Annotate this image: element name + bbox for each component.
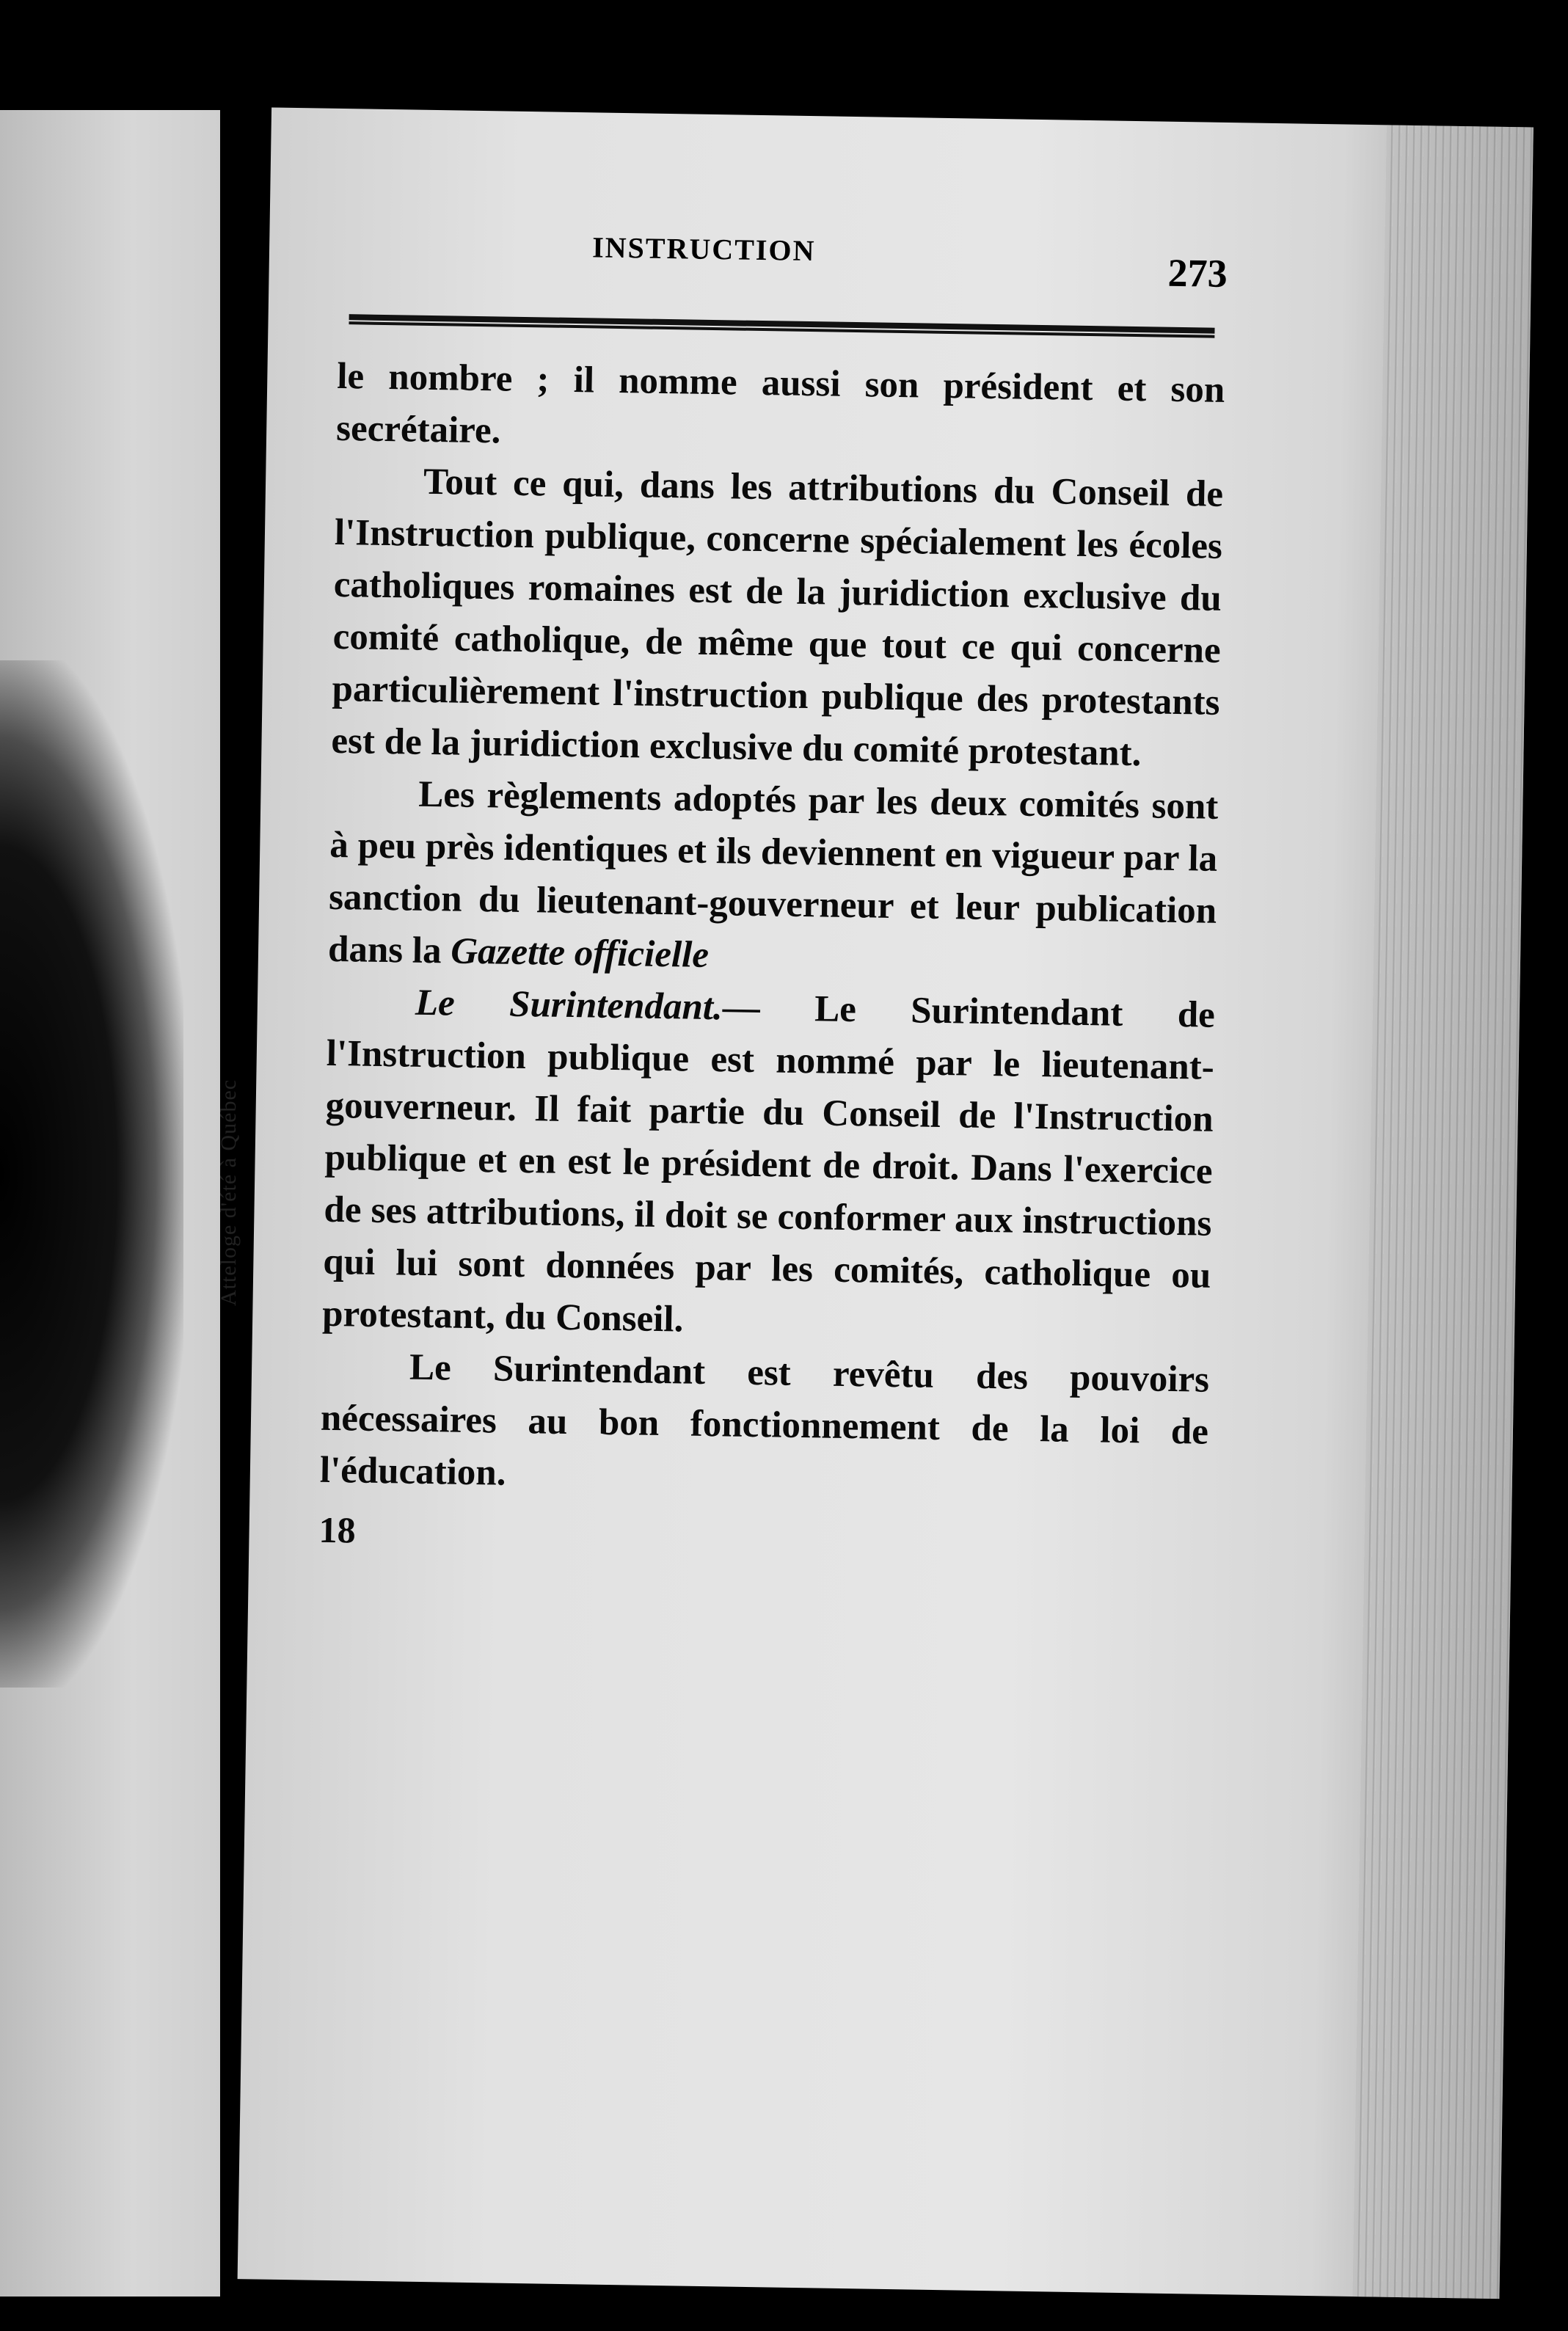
page-body bbox=[318, 351, 1225, 1570]
header-rule bbox=[349, 314, 1214, 338]
paragraph-5: Le Surintendant est revêtu des pouvoirs nécessaires au bon fonctionnement de la loi de l'éducation. bbox=[319, 1346, 1210, 1494]
signature-mark: 18 bbox=[318, 1509, 357, 1551]
paragraph-4 bbox=[322, 976, 1216, 1354]
page-number: 273 bbox=[1167, 250, 1228, 296]
running-head: INSTRUCTION bbox=[591, 230, 816, 268]
paragraph-4-text: — Le Surintendant de l'Instruction publique est nommé par le lieutenant-gouverneur. Il fait partie du Conseil de l'Instruction publique et en est le président de droit. Dans l'exercice de ses attributions, il doit se conformer aux instructions qui lui sont données par les comités, catholique ou protestant, du Conseil. bbox=[321, 987, 1216, 1340]
paragraph-2: Tout ce qui, dans les attributions du Conseil de l'Instruction publique, concerne spécialement les écoles catholiques romaines est de la juridiction exclusive du comité catholique, de même que tout ce qui concerne particulièrement l'instruction publique des protestants est de la juridiction exclusive du comité protestant. bbox=[331, 461, 1224, 775]
paragraph-1: le nombre ; il nomme aussi son président et son secrétaire. bbox=[335, 355, 1225, 452]
paragraph-3-text: Les règlements adoptés par les deux comités sont à peu près identiques et ils deviennent en vigueur par la sanction du lieutenant-gouverneur et leur publication dans la bbox=[327, 773, 1219, 972]
paragraph-3 bbox=[328, 767, 1219, 990]
section-heading-surintendant: Le Surintendant. bbox=[415, 982, 723, 1029]
spine-label: Atteloge d'été à Québec bbox=[216, 1079, 241, 1306]
gazette-title: Gazette officielle bbox=[450, 930, 710, 976]
book-page bbox=[238, 107, 1534, 2299]
page-edges bbox=[1352, 125, 1533, 2299]
page-shadow bbox=[0, 660, 183, 1688]
